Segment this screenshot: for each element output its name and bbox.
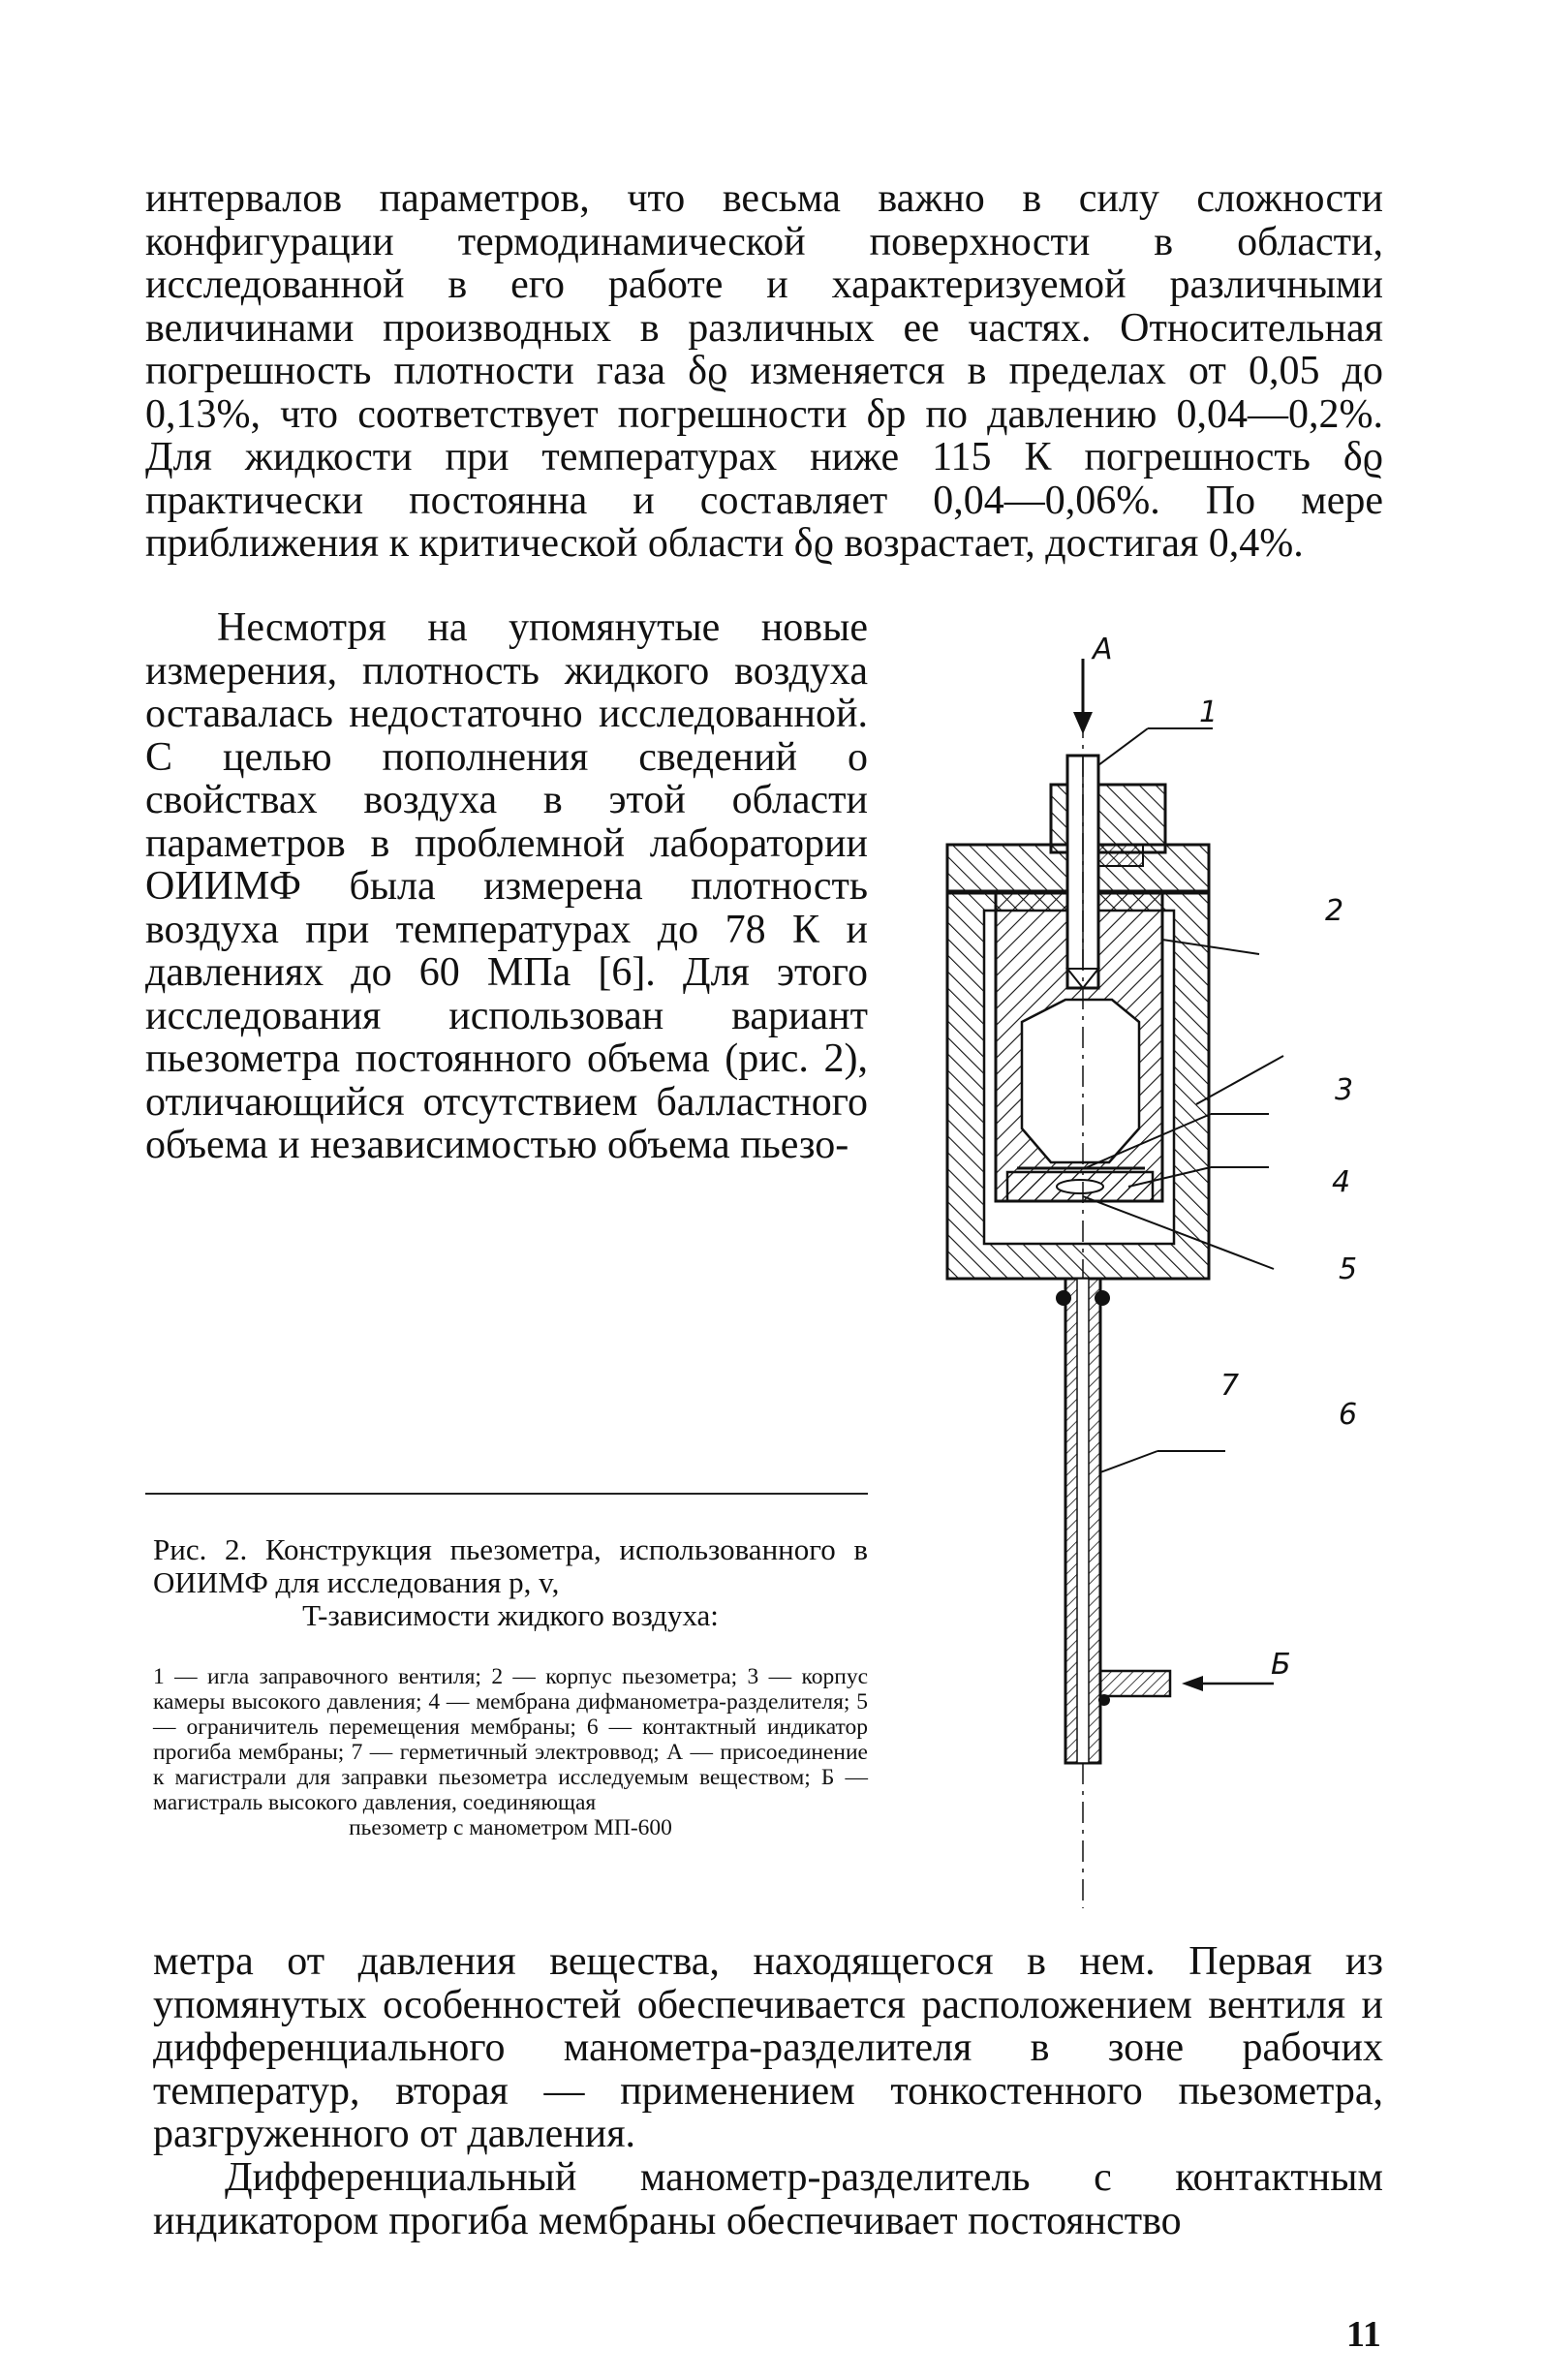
caption-legend-main: 1 — игла заправочного вентиля; 2 — корпус пьезометра; 3 — корпус камеры высокого давления; 4 — мембрана дифманометра-разделителя; 5 — ограничитель перемещения мембраны; 6 — контактный индикатор прогиба мембраны; 7 — герметичный электроввод; А — присоединение к магистрали для заправки пьезометра исследуемым веществом; Б — магистраль высокого давления, соединяющая [153, 1664, 868, 1815]
seal-dot-left [1056, 1290, 1071, 1306]
figure-caption-title [153, 1533, 868, 1632]
paragraph-1: интервалов параметров, что весьма важно в силу сложности конфигурации термодинамической поверхности в области, исследованной в его работе и характеризуемой различными величинами производных в различных ее частях. Относительная погрешность плотности газа δϱ изменяется в пределах от 0,05 до 0,13%, что соответствует погрешности δp по давлению 0,04—0,2%. Для жидкости при температурах ниже 115 К погрешность δϱ практически постоянна и составляет 0,04—0,06%. По мере приближения к критической области δϱ возрастает, достигая 0,4%. [145, 176, 1383, 566]
caption-title-main: Рис. 2. Конструкция пьезометра, использованного в ОИИМФ для исследования p, v, [153, 1532, 868, 1599]
arrow-b [1182, 1676, 1203, 1691]
label-1: 1 [1199, 695, 1219, 729]
seal-dot-right [1095, 1290, 1110, 1306]
paragraph-3: метра от давления вещества, находящегося в нем. Первая из упомянутых особенностей обеспечивается расположением вентиля и дифференциального манометра-разделителя в зоне рабочих температур, вторая — применением тонкостенного пьезометра, разгруженного от давления. [153, 1939, 1383, 2156]
contact-indicator [1057, 1180, 1103, 1193]
paragraph-4: Дифференциальный манометр-разделитель с контактным индикатором прогиба мембраны обеспечивает постоянство [153, 2155, 1383, 2243]
label-3: 3 [1335, 1073, 1354, 1107]
label-b: Б [1271, 1648, 1291, 1682]
label-6: 6 [1339, 1398, 1358, 1432]
piezometer-figure [891, 620, 1395, 1923]
label-5: 5 [1339, 1252, 1358, 1286]
label-4: 4 [1332, 1165, 1351, 1199]
label-2: 2 [1325, 894, 1344, 928]
arrow-a [1073, 712, 1093, 734]
caption-title-last: T-зависимости жидкого воздуха: [302, 1598, 719, 1632]
side-branch [1100, 1671, 1170, 1696]
label-7: 7 [1220, 1369, 1240, 1403]
caption-legend-end: пьезометр с манометром МП-600 [349, 1815, 672, 1840]
piezometer-chamber [1022, 1000, 1139, 1162]
paragraph-2: Несмотря на упомянутые новые измерения, плотность жидкого воздуха оставалась недостаточно исследованной. С целью пополнения сведений о свойствах воздуха в этой области параметров в проблемной лаборатории ОИИМФ была измерена плотность воздуха при температурах до 78 К и давлениях до 60 МПа [6]. Для этого исследования использован вариант пьезометра постоянного объема (рис. 2), отличающийся отсутствием балластного объема и независимостью объема пьезо- [145, 605, 868, 1167]
page-number: 11 [1346, 2314, 1381, 2355]
figure-caption-legend [153, 1664, 868, 1840]
caption-rule [145, 1493, 868, 1495]
label-a: А [1093, 633, 1113, 666]
